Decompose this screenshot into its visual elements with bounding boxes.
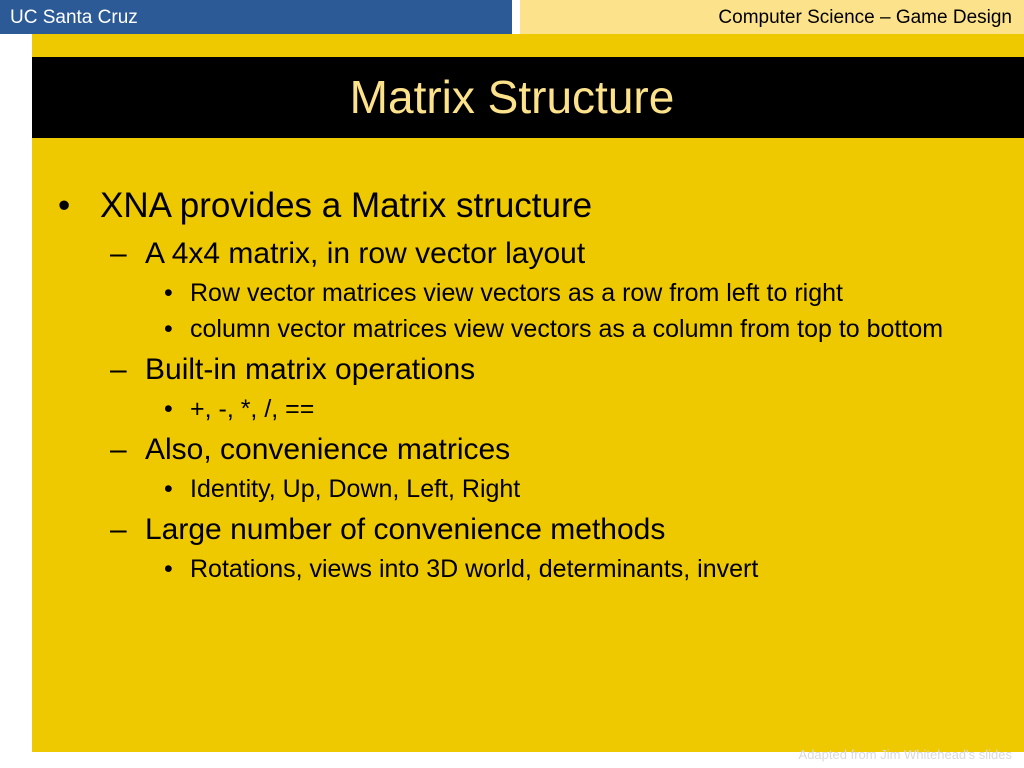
title-bar: [32, 57, 1024, 138]
bullet-level2: [58, 510, 958, 550]
institution-label: UC Santa Cruz: [10, 7, 138, 28]
bullet-text: Also, convenience matrices: [145, 433, 511, 466]
bullet-dash-icon: –: [110, 513, 127, 546]
bullet-level3: [58, 472, 950, 506]
bullet-text: Large number of convenience methods: [145, 513, 666, 546]
header-left-bar: [0, 0, 512, 34]
bullet-level3: [58, 276, 950, 310]
bullet-level2: [58, 234, 958, 274]
bullet-text: Built-in matrix operations: [145, 353, 476, 386]
bullet-level2: [58, 350, 958, 390]
bullet-level3: [58, 392, 950, 426]
bullet-text: XNA provides a Matrix structure: [100, 186, 593, 225]
bullet-text: Identity, Up, Down, Left, Right: [190, 475, 521, 503]
bullet-level3: [58, 552, 950, 586]
bullet-dash-icon: –: [110, 237, 127, 270]
bullet-dot-icon: •: [58, 186, 71, 225]
bullet-dot-icon: •: [164, 279, 173, 307]
bullet-dash-icon: –: [110, 433, 127, 466]
slide-content: [58, 182, 958, 586]
course-label: Computer Science – Game Design: [718, 7, 1012, 28]
bullet-dash-icon: –: [110, 353, 127, 386]
bullet-text: Rotations, views into 3D world, determinants, invert: [190, 555, 759, 583]
bullet-dot-icon: •: [164, 555, 173, 583]
bullet-text: column vector matrices view vectors as a column from top to bottom: [190, 315, 944, 343]
bullet-dot-icon: •: [164, 475, 173, 503]
bullet-dot-icon: •: [164, 315, 173, 343]
bullet-dot-icon: •: [164, 395, 173, 423]
bullet-level1: [58, 182, 958, 230]
slide-title: Matrix Structure: [349, 71, 675, 123]
bullet-level3: [58, 312, 950, 346]
bullet-text: A 4x4 matrix, in row vector layout: [145, 237, 586, 270]
attribution-footer: Adapted from Jim Whitehead's slides: [798, 747, 1012, 762]
header-right-bar: [520, 0, 1024, 34]
bullet-text: +, -, *, /, ==: [190, 395, 315, 423]
bullet-text: Row vector matrices view vectors as a row from left to right: [190, 279, 843, 307]
bullet-level2: [58, 430, 958, 470]
